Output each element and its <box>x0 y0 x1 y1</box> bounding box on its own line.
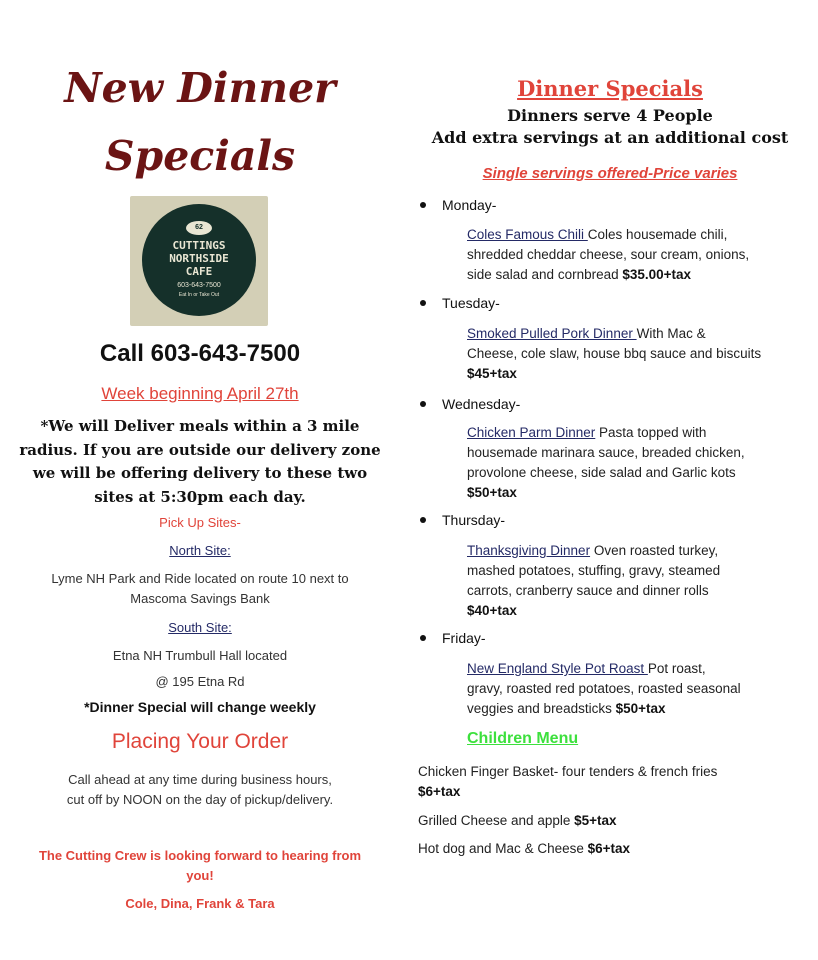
dish-price: $45+tax <box>467 366 517 381</box>
pickup-heading: Pick Up Sites- <box>159 515 241 530</box>
children-menu-heading: Children Menu <box>467 730 579 747</box>
dish-desc-2: Cheese, cole slaw, house bbq sauce and biscuits <box>467 346 762 361</box>
south-site-line-2: @ 195 Etna Rd <box>155 674 245 689</box>
dish-desc-2: gravy, roasted red potatoes, roasted seasonal <box>467 681 741 696</box>
dish-desc-1: Pot roast, <box>647 661 706 676</box>
day-friday <box>420 630 486 646</box>
logo-badge: 62 <box>186 221 212 235</box>
logo-phone: 603-643-7500 <box>177 282 221 289</box>
delivery-line-3: we will be offering delivery to these two <box>32 464 368 482</box>
south-site-line-1: Etna NH Trumbull Hall located <box>112 648 288 663</box>
closing-line-2: you! <box>186 868 214 883</box>
dish-desc-2: housemade marinara sauce, breaded chicken, <box>467 445 745 460</box>
day-label: Monday- <box>442 197 497 213</box>
special-friday <box>467 659 782 719</box>
day-label: Wednesday- <box>442 396 521 412</box>
north-site-label: North Site: <box>169 543 231 558</box>
dish-price: $50+tax <box>615 701 666 716</box>
dish-name: New England Style Pot Roast <box>467 661 648 676</box>
dish-desc-3: veggies and breadsticks <box>467 701 616 716</box>
logo-line-3: CAFE <box>185 265 213 278</box>
dish-price: $40+tax <box>467 603 517 618</box>
dish-name: Chicken Parm Dinner <box>467 425 596 440</box>
day-thursday <box>420 512 505 528</box>
day-tuesday <box>420 295 500 311</box>
closing-line-1: The Cutting Crew is looking forward to hearing from <box>38 848 362 863</box>
cafe-logo <box>130 196 268 326</box>
special-tuesday <box>467 324 782 384</box>
day-monday <box>420 197 496 213</box>
dish-desc-3: side salad and cornbread <box>467 267 623 282</box>
south-site-wrap <box>20 619 380 637</box>
dish-desc-1: With Mac & <box>636 326 706 341</box>
dish-desc-1: Oven roasted turkey, <box>590 543 719 558</box>
closing-message <box>10 846 390 886</box>
special-wednesday <box>467 423 782 503</box>
extra-servings-note: Add extra servings at an additional cost <box>431 128 789 147</box>
logo-oval <box>142 204 256 316</box>
day-label: Tuesday- <box>442 295 500 311</box>
north-site-line-2: Mascoma Savings Bank <box>130 591 270 606</box>
dish-desc-1: Pasta topped with <box>595 425 707 440</box>
week-beginning: Week beginning April 27th <box>101 384 299 403</box>
dish-desc-3: carrots, cranberry sauce and dinner rolls <box>467 583 709 598</box>
single-servings-note: Single servings offered-Price varies <box>482 165 738 182</box>
north-site-wrap <box>20 542 380 560</box>
dish-name: Thanksgiving Dinner <box>467 543 591 558</box>
dish-name: Smoked Pulled Pork Dinner <box>467 326 637 341</box>
dish-price: $35.00+tax <box>622 267 692 282</box>
order-line-1: Call ahead at any time during business hours, <box>68 772 332 787</box>
bullet-icon <box>420 635 426 641</box>
north-site-line-1: Lyme NH Park and Ride located on route 10 next to <box>51 571 349 586</box>
special-thursday <box>467 541 782 621</box>
dish-desc-2: mashed potatoes, stuffing, gravy, steamed <box>467 563 721 578</box>
dish-desc-1: Coles housemade chili, <box>587 227 728 242</box>
special-monday <box>467 225 782 285</box>
day-label: Friday- <box>442 630 486 646</box>
logo-line-1: CUTTINGS <box>172 239 226 252</box>
order-instructions <box>10 770 390 810</box>
kid-item-text: Grilled Cheese and apple <box>418 813 575 828</box>
bullet-icon <box>420 517 426 523</box>
day-label: Thursday- <box>442 512 506 528</box>
children-item-3 <box>418 839 798 859</box>
dish-desc-2: shredded cheddar cheese, sour cream, onions, <box>467 247 750 262</box>
dish-name: Coles Famous Chili <box>467 227 588 242</box>
bullet-icon <box>420 202 426 208</box>
delivery-line-1: *We will Deliver meals within a 3 mile <box>40 417 360 435</box>
children-item-2 <box>418 811 798 831</box>
kid-item-text: Hot dog and Mac & Cheese <box>418 841 588 856</box>
dish-desc-3: provolone cheese, side salad and Garlic kots <box>467 465 736 480</box>
day-wednesday <box>420 396 520 412</box>
kid-item-price: $6+tax <box>418 784 461 799</box>
logo-tagline: Eat In or Take Out <box>178 292 220 298</box>
bullet-icon <box>420 300 426 306</box>
children-item-1 <box>418 762 798 802</box>
kid-item-price: $5+tax <box>574 813 617 828</box>
south-site-label: South Site: <box>168 620 232 635</box>
kid-item-price: $6+tax <box>587 841 631 856</box>
title-line-2: Specials <box>104 132 296 180</box>
delivery-notice <box>18 415 382 509</box>
weekly-change-note: *Dinner Special will change weekly <box>84 699 316 715</box>
delivery-line-2: radius. If you are outside our delivery zone <box>19 440 381 459</box>
north-site-address <box>10 569 390 609</box>
delivery-line-4: sites at 5:30pm each day. <box>94 487 306 506</box>
title-line-1: New Dinner <box>64 64 336 112</box>
dish-price: $50+tax <box>467 485 517 500</box>
placing-order-heading: Placing Your Order <box>111 730 289 753</box>
kid-item-text: Chicken Finger Basket- four tenders & french fries <box>418 764 718 779</box>
serves-note: Dinners serve 4 People <box>507 106 713 125</box>
order-line-2: cut off by NOON on the day of pickup/delivery. <box>66 792 334 807</box>
crew-signature: Cole, Dina, Frank & Tara <box>125 896 275 911</box>
logo-line-2: NORTHSIDE <box>169 252 229 265</box>
bullet-icon <box>420 401 426 407</box>
dinner-specials-heading: Dinner Specials <box>517 76 703 101</box>
phone-number: Call 603-643-7500 <box>99 340 301 367</box>
